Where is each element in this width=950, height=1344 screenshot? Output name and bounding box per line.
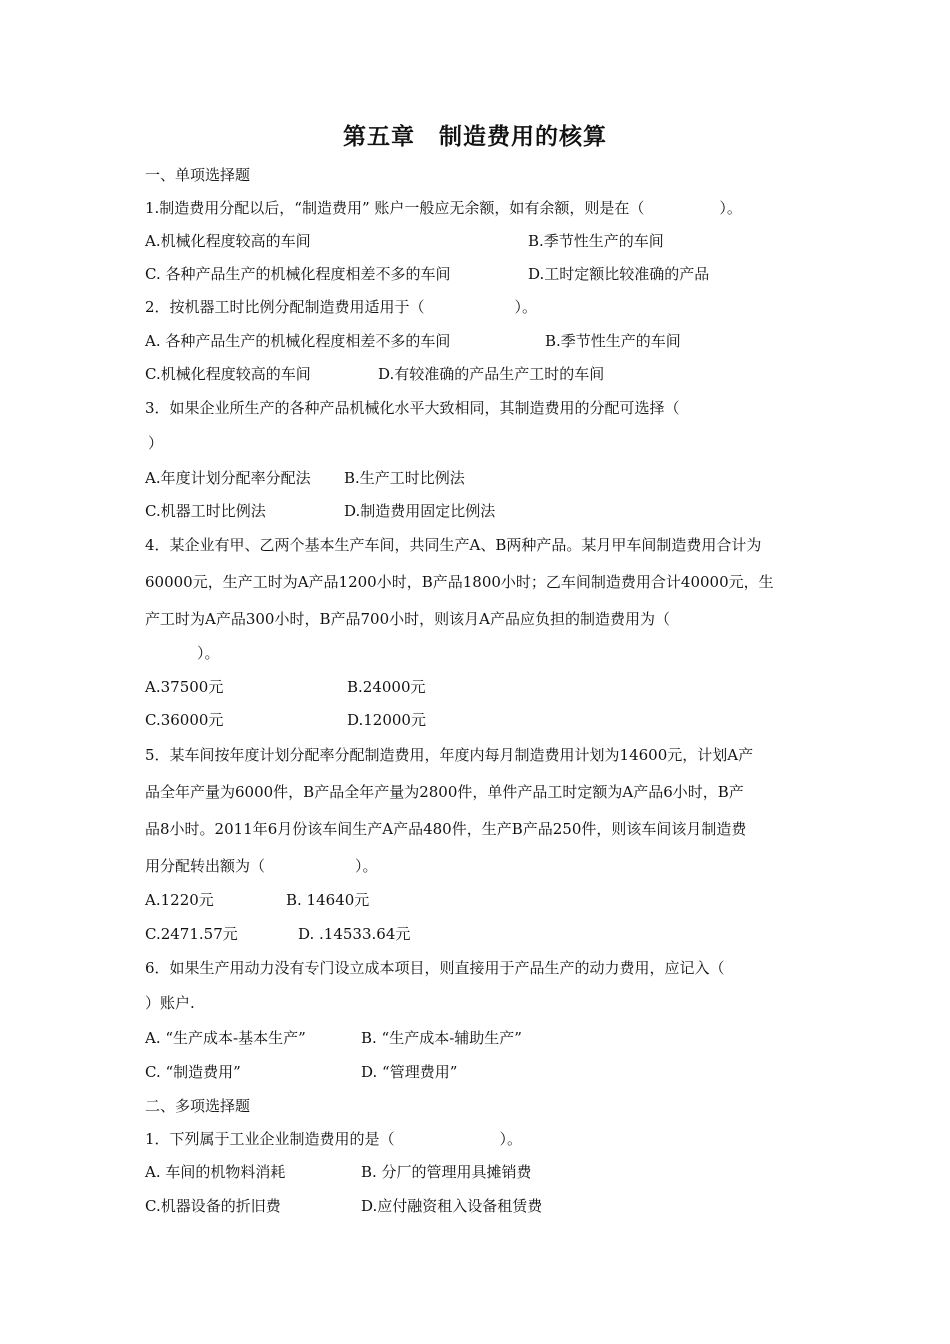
q5-option-d: D. .14533.64元	[298, 925, 411, 943]
q1-option-a: A.机械化程度较高的车间	[145, 232, 311, 250]
q2-stem: 2．按机器工时比例分配制造费用适用于（ ）。	[145, 298, 538, 316]
q5-stem-line4: 用分配转出额为（ ）。	[145, 857, 378, 875]
q2-option-b: B.季节性生产的车间	[545, 332, 681, 350]
q1-option-d: D.工时定额比较准确的产品	[528, 265, 710, 283]
q3-option-c: C.机器工时比例法	[145, 502, 266, 520]
q4-option-b: B.24000元	[347, 678, 426, 696]
q3-stem-line2: ）	[148, 434, 164, 452]
q1-option-b: B.季节性生产的车间	[528, 232, 664, 250]
q2-option-d: D.有较准确的产品生产工时的车间	[378, 365, 605, 383]
m1-option-a: A. 车间的机物料消耗	[145, 1163, 286, 1181]
q3-option-a: A.年度计划分配率分配法	[145, 469, 311, 487]
m1-option-d: D.应付融资租入设备租赁费	[361, 1197, 543, 1215]
q6-option-a: A. “生产成本-基本生产”	[145, 1029, 306, 1047]
q6-option-d: D. “管理费用”	[361, 1063, 458, 1081]
q4-option-a: A.37500元	[145, 678, 224, 696]
m1-stem: 1．下列属于工业企业制造费用的是（ ）。	[145, 1130, 523, 1148]
q5-option-b: B. 14640元	[286, 891, 370, 909]
q5-option-c: C.2471.57元	[145, 925, 238, 943]
section-heading-multiple-choice: 二、多项选择题	[145, 1097, 251, 1115]
q4-stem-line4: ）。	[197, 644, 220, 662]
q3-stem-line1: 3．如果企业所生产的各种产品机械化水平大致相同，其制造费用的分配可选择（	[145, 399, 680, 417]
q5-option-a: A.1220元	[145, 891, 214, 909]
q6-stem-line2: ）账户.	[145, 994, 195, 1012]
q3-option-b: B.生产工时比例法	[344, 469, 465, 487]
m1-option-b: B. 分厂的管理用具摊销费	[361, 1163, 532, 1181]
q4-stem-line3: 产工时为A产品300小时，B产品700小时，则该月A产品应负担的制造费用为（	[145, 610, 670, 628]
m1-option-c: C.机器设备的折旧费	[145, 1197, 281, 1215]
q2-option-a: A. 各种产品生产的机械化程度相差不多的车间	[145, 332, 451, 350]
q4-stem-line1: 4．某企业有甲、乙两个基本生产车间，共同生产A、B两种产品。某月甲车间制造费用合计为	[145, 536, 762, 554]
q1-stem: 1.制造费用分配以后，“制造费用” 账户一般应无余额，如有余额，则是在（ ）。	[145, 199, 742, 217]
chapter-title: 第五章 制造费用的核算	[343, 123, 607, 150]
q5-stem-line3: 品8小时。2011年6月份该车间生产A产品480件，生产B产品250件，则该车间该月制造费	[145, 820, 747, 838]
q6-option-b: B. “生产成本-辅助生产”	[361, 1029, 522, 1047]
q1-option-c: C. 各种产品生产的机械化程度相差不多的车间	[145, 265, 451, 283]
q6-option-c: C. “制造费用”	[145, 1063, 241, 1081]
q4-option-d: D.12000元	[347, 711, 426, 729]
q4-option-c: C.36000元	[145, 711, 224, 729]
q3-option-d: D.制造费用固定比例法	[344, 502, 496, 520]
section-heading-single-choice: 一、单项选择题	[145, 166, 251, 184]
q5-stem-line1: 5．某车间按年度计划分配率分配制造费用，年度内每月制造费用计划为14600元，计划A产	[145, 746, 754, 764]
q4-stem-line2: 60000元，生产工时为A产品1200小时，B产品1800小时；乙车间制造费用合计40000元，生	[145, 573, 774, 591]
q6-stem-line1: 6．如果生产用动力没有专门设立成本项目，则直接用于产品生产的动力费用，应记入（	[145, 959, 725, 977]
q2-option-c: C.机械化程度较高的车间	[145, 365, 311, 383]
q5-stem-line2: 品全年产量为6000件，B产品全年产量为2800件，单件产品工时定额为A产品6小时，B产	[145, 783, 744, 801]
